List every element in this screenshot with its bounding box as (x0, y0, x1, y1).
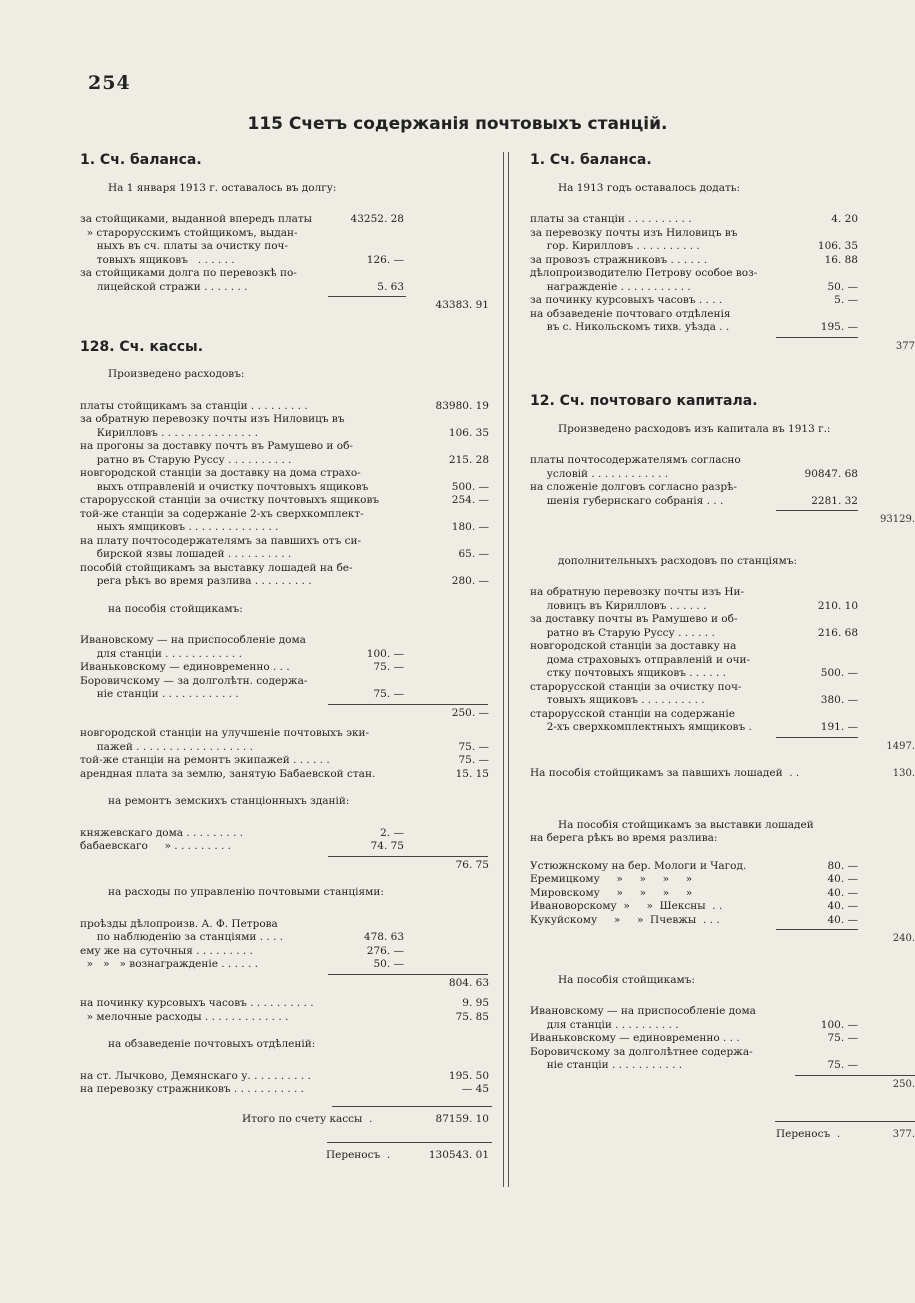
ledger-row (80, 741, 492, 755)
ledger-row-amount: 195. — (820, 321, 858, 333)
ledger-row-amount: 500. — (820, 667, 858, 679)
ledger-row (530, 1005, 915, 1019)
ledger-row (80, 213, 492, 227)
ledger-row (530, 1059, 915, 1073)
ledger-row (530, 900, 915, 914)
ledger-row-text: на ст. Лычково, Демянскаго у. . . . . . . . . . (80, 1069, 311, 1082)
ledger-row (80, 727, 492, 741)
ledger-row (530, 654, 915, 668)
ledger-row-text: » мелочные расходы . . . . . . . . . . . . . (80, 1010, 289, 1023)
ledger-row-text: гор. Кирилловъ . . . . . . . . . . (530, 240, 700, 252)
ledger-row (530, 495, 915, 509)
ledger-row-amount: 276. — (366, 944, 404, 957)
section-heading: 128. Сч. кассы. (80, 338, 204, 355)
rule (776, 929, 858, 930)
ledger-row (80, 827, 492, 841)
ledger-row (80, 997, 492, 1011)
ledger-row-amount: 16. 88 (824, 253, 858, 266)
ledger-row-amount: 75. — (373, 661, 404, 673)
ledger-row (530, 1019, 915, 1033)
ledger-row (80, 227, 492, 241)
ledger-row-text: за обратную перевозку почты изъ Ниловицъ въ (80, 413, 345, 425)
ledger-row-text: Боровичскому за долголѣтнее содержа- (530, 1045, 753, 1058)
ledger-row-text: проѣзды дѣлопроизв. А. Ф. Петрова (80, 917, 278, 930)
ledger-row-amount: 75. — (458, 740, 489, 753)
ledger-row-amount: 65. — (458, 548, 489, 560)
ledger-row (80, 254, 492, 268)
ledger-row-text: дѣлопроизводителю Петрову особое воз- (530, 267, 758, 279)
ledger-row (80, 427, 492, 441)
section-note: на ремонтъ земскихъ станціонныхъ зданій: (108, 795, 350, 807)
ledger-row (80, 440, 492, 454)
ledger-block (80, 727, 492, 781)
ledger-row-amount: 280. — (451, 575, 489, 587)
ledger-row-text: на перевозку стражниковъ . . . . . . . . . . . (80, 1083, 305, 1095)
rule (776, 337, 858, 338)
ledger-row-text: награжденіе . . . . . . . . . . . (530, 280, 691, 293)
ledger-row-text: той-же станціи на ремонтъ экипажей . . . . . . (80, 754, 330, 766)
ledger-block (80, 1070, 492, 1097)
ledger-row-text: дома страховыхъ отправленій и очи- (530, 653, 751, 666)
ledger-row-text: лицейской стражи . . . . . . . (80, 280, 248, 293)
ledger-row-text: платы за станціи . . . . . . . . . . (530, 213, 692, 225)
ledger-row-text: новгородской станціи за доставку на дома страхо- (80, 467, 361, 479)
ledger-row (80, 400, 492, 414)
carry-forward: Переносъ . 377. (776, 1128, 915, 1140)
ledger-row-amount: 216. 68 (817, 626, 858, 639)
ledger-row (80, 240, 492, 254)
ledger-row-text: старорусской станціи за очистку поч- (530, 680, 742, 693)
rule (776, 737, 858, 738)
ledger-row (530, 667, 915, 681)
ledger-row-text: новгородской станціи за доставку на (530, 640, 737, 652)
ledger-block (530, 860, 915, 928)
ledger-row-text: за починку курсовыхъ часовъ . . . . (530, 294, 723, 306)
ledger-row (530, 708, 915, 722)
ledger-row (530, 613, 915, 627)
rule (328, 296, 406, 297)
ledger-row (80, 413, 492, 427)
ledger-row-text: пажей . . . . . . . . . . . . . . . . . . (80, 740, 253, 753)
ledger-row (530, 267, 915, 281)
block-total: 1497. (886, 740, 915, 752)
ledger-row-text: стку почтовыхъ ящиковъ . . . . . . (530, 667, 726, 679)
ledger-row (80, 494, 492, 508)
ledger-row-text: Кукуйскому » » Пчевжы . . . (530, 913, 720, 926)
ledger-row (530, 227, 915, 241)
ledger-row-text: старорусской станціи за очистку почтовыхъ ящиковъ (80, 494, 380, 506)
ledger-row-text: товыхъ ящиковъ . . . . . . . . . . (530, 694, 705, 706)
ledger-row-amount: 478. 63 (363, 931, 404, 943)
ledger-row-text: ловицъ въ Кирилловъ . . . . . . (530, 599, 707, 612)
ledger-row (80, 467, 492, 481)
rule (328, 974, 488, 975)
ledger-row-text: платы стойщикамъ за станціи . . . . . . . . . (80, 399, 308, 412)
ledger-row (80, 562, 492, 576)
ledger-row (80, 675, 492, 689)
ledger-row (530, 454, 915, 468)
ledger-row (530, 481, 915, 495)
ledger-row-amount: 215. 28 (448, 453, 489, 466)
section-heading: 1. Сч. баланса. (80, 152, 202, 168)
ledger-row (80, 1070, 492, 1084)
ledger-row-text: по наблюденію за станціями . . . . (80, 931, 284, 943)
ledger-row-text: въ с. Никольскомъ тихв. уѣзда . . (530, 321, 730, 333)
block-total: 43383. 91 (435, 299, 489, 311)
ledger-row (530, 681, 915, 695)
ledger-row-amount: — 45 (461, 1083, 489, 1095)
ledger-block (530, 454, 915, 508)
ledger-row-amount: 9. 95 (462, 997, 489, 1009)
ledger-row-text: ратно въ Старую Руссу . . . . . . . . . . (80, 453, 292, 466)
block-total: 250. — (451, 706, 489, 719)
ledger-row-amount: 500. — (451, 480, 489, 493)
ledger-row-text: княжевскаго дома . . . . . . . . . (80, 826, 244, 839)
ledger-row-text: Иваньковскому — единовременно . . . (530, 1032, 740, 1044)
ledger-block (530, 1005, 915, 1073)
block-total: 250. (892, 1078, 915, 1090)
ledger-block (80, 634, 492, 702)
ledger-row (530, 1032, 915, 1046)
ledger-row-text: ныхъ въ сч. платы за очистку поч- (80, 240, 289, 252)
ledger-row (530, 213, 915, 227)
ledger-row-text: на плату почтосодержателямъ за павшихъ отъ си- (80, 534, 362, 547)
section-note: Произведено расходовъ изъ капитала въ 1913 г.: (558, 422, 831, 435)
section-note: на пособія стойщикамъ: (108, 602, 243, 615)
cash-total: Итого по счету кассы . 87159. 10 (242, 1112, 489, 1125)
ledger-row-amount: 106. 35 (448, 426, 489, 439)
ledger-row-text: ратно въ Старую Руссу . . . . . . (530, 626, 715, 639)
section-note: на расходы по управленію почтовыми станціями: (108, 886, 384, 898)
ledger-row-amount: 5. 63 (377, 280, 404, 293)
ledger-row (530, 873, 915, 887)
ledger-row (80, 454, 492, 468)
ledger-row-text: платы почтосодержателямъ согласно (530, 454, 741, 466)
ledger-row (80, 634, 492, 648)
ledger-row (530, 294, 915, 308)
section-note: На пособія стойщикамъ за выставки лошадей (558, 818, 814, 831)
ledger-row-amount: 254. — (451, 494, 489, 506)
ledger-row-amount: 380. — (820, 694, 858, 706)
ledger-row-amount: 210. 10 (817, 599, 858, 612)
ledger-row (80, 575, 492, 589)
ledger-row-text: на обратную перевозку почты изъ Ни- (530, 586, 745, 598)
page-title: 115 Счетъ содержанія почтовыхъ станцій. (247, 114, 668, 134)
carry-forward: Переносъ . 130543. 01 (326, 1149, 489, 1161)
ledger-row-text: Кирилловъ . . . . . . . . . . . . . . . (80, 426, 258, 439)
ledger-row (80, 688, 492, 702)
ledger-row-amount: 191. — (820, 721, 858, 733)
ledger-block (80, 827, 492, 854)
ledger-row-text: Еремицкому » » » » (530, 873, 693, 885)
ledger-row-text: для станціи . . . . . . . . . . . . (80, 647, 242, 660)
ledger-row-amount: 80. — (827, 859, 858, 872)
ledger-row (530, 721, 915, 735)
ledger-row-text: арендная плата за землю, занятую Бабаевской стан. (80, 767, 376, 780)
ledger-row-text: на прогоны за доставку почтъ въ Рамушево и об- (80, 440, 353, 452)
ledger-row-text: новгородской станціи на улучшеніе почтовыхъ эки- (80, 727, 370, 739)
section-note: На 1 января 1913 г. оставалось въ долгу: (108, 181, 337, 194)
ledger-row-text: за стойщиками долга по перевозкѣ по- (80, 267, 297, 279)
ledger-row-amount: 100. — (820, 1018, 858, 1031)
ledger-row-text: рега рѣкъ во время разлива . . . . . . . . . (80, 575, 312, 587)
rule (328, 856, 488, 857)
ledger-row-text: за доставку почты въ Рамушево и об- (530, 613, 738, 625)
ledger-row (80, 754, 492, 768)
ledger-row-amount: 75. — (827, 1032, 858, 1044)
column-divider (503, 152, 509, 1187)
ledger-row (80, 481, 492, 495)
ledger-row (530, 887, 915, 901)
ledger-block (530, 586, 915, 735)
ledger-row-text: » » » вознагражденіе . . . . . . (80, 958, 258, 970)
ledger-row (80, 661, 492, 675)
ledger-row-amount: 83980. 19 (435, 399, 489, 412)
ledger-row (80, 521, 492, 535)
ledger-row (530, 586, 915, 600)
ledger-row-amount: 180. — (451, 521, 489, 533)
ledger-row-text: Мировскому » » » » (530, 886, 693, 899)
ledger-row (80, 768, 492, 782)
ledger-row-text: Иваньковскому — единовременно . . . (80, 661, 290, 673)
ledger-row (80, 281, 492, 295)
ledger-row-amount: 4. 20 (831, 213, 858, 225)
ledger-row-amount: 100. — (366, 647, 404, 660)
ledger-row-text: » старорусскимъ стойщикомъ, выдан- (80, 226, 298, 239)
ledger-row-amount: 50. — (827, 280, 858, 293)
ledger-row-text: Ивановскому — на приспособленіе дома (80, 634, 306, 646)
ledger-row-text: за провозъ стражниковъ . . . . . . (530, 253, 708, 266)
ledger-row-amount: 15. 15 (455, 767, 489, 780)
ledger-row-text: за перевозку почты изъ Ниловицъ въ (530, 226, 738, 239)
right-column (530, 150, 915, 1142)
ledger-row-amount: 106. 35 (817, 240, 858, 252)
section-note: На пособія стойщикамъ: (558, 973, 695, 986)
ledger-row-amount: 75. — (373, 688, 404, 700)
ledger-row (80, 931, 492, 945)
left-column (80, 150, 492, 1163)
ledger-row-text: за стойщиками, выданной впередъ платы (80, 213, 313, 225)
ledger-row-amount: 2. — (380, 826, 404, 839)
ledger-row (530, 308, 915, 322)
ledger-row-text: условій . . . . . . . . . . . . (530, 467, 669, 480)
page-number: 254 (88, 72, 131, 94)
ledger-row (80, 945, 492, 959)
ledger-row-amount: 2281. 32 (811, 494, 858, 507)
ledger-row-text: на починку курсовыхъ часовъ . . . . . . . . . . (80, 997, 314, 1009)
rule (327, 1142, 492, 1143)
ledger-row (530, 914, 915, 928)
ledger-block (80, 400, 492, 589)
ledger-block (80, 997, 492, 1024)
ledger-row-text: Ивановскому — на приспособленіе дома (530, 1005, 756, 1017)
ledger-row-amount: 126. — (366, 253, 404, 266)
ledger-row-text: бирской язвы лошадей . . . . . . . . . . (80, 548, 292, 560)
ledger-row-amount: 74. 75 (370, 840, 404, 852)
ledger-row-text: выхъ отправленій и очистку почтовыхъ ящиковъ (80, 480, 369, 493)
rule (328, 704, 488, 705)
ledger-row-amount: 5. — (834, 294, 858, 306)
section-note: Произведено расходовъ: (108, 368, 245, 380)
rule (795, 1075, 915, 1076)
ledger-row-text: Ивановорскому » » Шексны . . (530, 900, 723, 912)
ledger-row-text: бабаевскаго » . . . . . . . . . (80, 840, 232, 852)
ledger-row (80, 918, 492, 932)
ledger-row (80, 548, 492, 562)
ledger-row-amount: 75. — (458, 754, 489, 766)
section-heading: 1. Сч. баланса. (530, 152, 652, 168)
rule (332, 1106, 492, 1107)
ledger-row (80, 508, 492, 522)
section-note: дополнительныхъ расходовъ по станціямъ: (558, 554, 798, 567)
ledger-block (80, 213, 492, 294)
ledger-row-amount: 90847. 68 (804, 467, 858, 480)
ledger-row (530, 240, 915, 254)
ledger-row-text: той-же станціи за содержаніе 2-хъ сверхкомплект- (80, 507, 364, 520)
ledger-row (80, 840, 492, 854)
ledger-row (530, 627, 915, 641)
dead-horses-line: На пособія стойщикамъ за павшихъ лошадей . . 130. (530, 767, 915, 779)
block-total: 93129. (880, 514, 915, 525)
ledger-row-text: ніе станціи . . . . . . . . . . . (530, 1059, 683, 1071)
ledger-row-text: шенія губернскаго собранія . . . (530, 494, 724, 507)
ledger-row-text: ныхъ ямщиковъ . . . . . . . . . . . . . . (80, 521, 279, 533)
ledger-block (530, 213, 915, 335)
ledger-row (80, 958, 492, 972)
block-total: 804. 63 (448, 976, 489, 989)
ledger-row (530, 640, 915, 654)
ledger-row-text: старорусской станціи на содержаніе (530, 707, 735, 720)
ledger-row-amount: 40. — (827, 873, 858, 885)
ledger-row-amount: 195. 50 (448, 1069, 489, 1082)
section-note: На 1913 годъ оставалось додать: (558, 181, 741, 194)
ledger-row-amount: 75. — (827, 1059, 858, 1071)
ledger-row-amount: 40. — (827, 913, 858, 926)
ledger-row (530, 1046, 915, 1060)
ledger-row-text: на сложеніе долговъ согласно разрѣ- (530, 481, 737, 493)
ledger-row-amount: 75. 85 (455, 1010, 489, 1023)
ledger-row-text: Устюжнскому на бер. Мологи и Чагод. (530, 859, 747, 872)
block-total: 240. (892, 933, 915, 944)
section-note: на обзаведеніе почтовыхъ отдѣленій: (108, 1038, 316, 1050)
ledger-row-amount: 40. — (827, 900, 858, 912)
section-note: на берега рѣкъ во время разлива: (530, 832, 718, 844)
ledger-row-text: ніе станціи . . . . . . . . . . . . (80, 688, 239, 700)
ledger-row-amount: 50. — (373, 958, 404, 970)
ledger-row-text: Боровичскому — за долголѣтн. содержа- (80, 674, 308, 687)
ledger-row (80, 648, 492, 662)
ledger-row (530, 254, 915, 268)
rule (775, 1121, 915, 1122)
ledger-row (80, 535, 492, 549)
block-total: 76. 75 (455, 858, 489, 871)
rule (776, 510, 858, 511)
ledger-row (80, 1083, 492, 1097)
ledger-row-text: ему же на суточныя . . . . . . . . . (80, 944, 253, 957)
ledger-row (530, 321, 915, 335)
ledger-row (80, 267, 492, 281)
ledger-row-text: товыхъ ящиковъ . . . . . . (80, 253, 235, 266)
ledger-row (530, 468, 915, 482)
ledger-row-text: для станціи . . . . . . . . . . (530, 1018, 679, 1031)
ledger-row-text: 2-хъ сверхкомплектныхъ ямщиковъ . (530, 721, 752, 733)
ledger-row-amount: 43252. 28 (350, 213, 404, 225)
section-heading: 12. Сч. почтоваго капитала. (530, 393, 758, 409)
ledger-row (530, 860, 915, 874)
ledger-block (80, 918, 492, 972)
ledger-row (530, 694, 915, 708)
ledger-row-text: пособій стойщикамъ за выставку лошадей на бе- (80, 561, 353, 574)
ledger-row-text: на обзаведеніе почтоваго отдѣленія (530, 307, 731, 320)
ledger-row-amount: 40. — (827, 886, 858, 899)
ledger-row (80, 1011, 492, 1025)
block-total: 377 (895, 340, 915, 352)
ledger-row (530, 281, 915, 295)
ledger-row (530, 600, 915, 614)
